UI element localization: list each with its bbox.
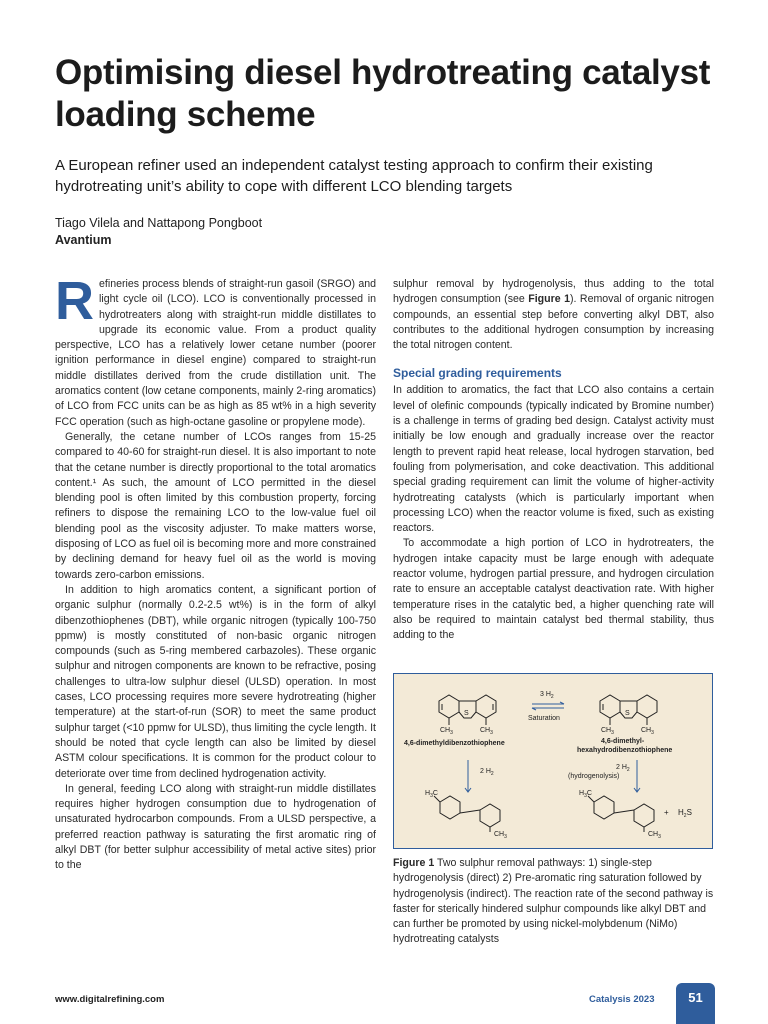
body-paragraph: To accommodate a high portion of LCO in hydrotreaters, the hydrogen intake capacity must be large enough with adequate reactor volume, hydrogen partial pressure, and hydrogen circulation rate to ensure an acceptable catalyst deactivation rate. With higher temperature rises in the catalytic bed, a higher quenching rate will also be required to maintain catalyst bed thermal stability, thus adding to the	[393, 537, 714, 642]
hydrogenolysis-label: (hydrogenolysis)	[568, 773, 620, 780]
body-paragraph: Generally, the cetane number of LCOs ranges from 15-25 compared to 40-60 for straight-run diesel. It is also important to note that the cetane number is directly proportional to the total aromatics content.¹ As such, the amount of LCO permitted in the diesel blending pool is often limited by this combustion property, forcing refiners to dispose the remaining LCO to the low-value fuel oil blending pool as the viscosity adjuster. To make matters worse, disposing of LCO as fuel oil is becoming more and more constrained by declining demand for heavy fuel oil as the world is moving towards zero-carbon emissions.	[55, 430, 376, 581]
h2s-label: $H_2S$	[678, 808, 692, 819]
body-paragraph: In addition to aromatics, the fact that LCO also contains a certain level of olefinic compounds (typically indicated by Bromine number) is a challenge in terms of grading bed design. Catalyst activity must initially be low enough and gradually increase over the reactor length to prevent rapid heat release, local hydrogen starvation, bed fouling from polymerisation, and coke deactivation. This additional special grading requirement can limit the volume of higher-activity hydrotreating catalysts (which is particularly important when processing LCO) when the reactor volume is fixed, such as existing reactors.	[393, 384, 714, 535]
svg-text:CH3: $CH_3$	[440, 727, 453, 736]
figure-reference: Figure 1	[528, 293, 570, 306]
equilibrium-arrows	[532, 702, 564, 710]
left-compound-label: 4,6-dimethyldibenzothiophene	[404, 740, 505, 747]
svg-text:3 H2: 3 $H_2$	[540, 691, 554, 700]
body-paragraph: In general, feeding LCO along with straight-run middle distillates requires higher hydrogen consumption due to hydrogenation of unsaturated hydrocarbon compounds. From a ULSD perspective, a preferred reaction pathway is saturating the first aromatic ring of alkyl DBT (for better sulphur accessibility of metal active sites) prior to the	[55, 782, 376, 872]
section-heading: Special grading requirements	[393, 366, 562, 381]
svg-text:CH3: $CH_3$	[480, 727, 493, 736]
page-number-tab: 51	[676, 983, 715, 1024]
body-paragraph: In addition to high aromatics content, a significant portion of organic sulphur (normally 0.2-2.5 wt%) is in the form of alkyl dibenzothiophenes (DBT), while organic nitrogen (typically 100-750 ppmw) is mostly constituted of non-basic organic nitrogen compounds (such as 5-ring membered carbazoles). These organic sulphur and nitrogen components are known to be refractive, posing challenges to ultra-low sulphur diesel (ULSD) operation. In most cases, LCO processing requires more severe hydrotreating (higher temperature) at the start-of-run (SOR) to meet the same product sulphur target (<10 ppmw for ULSD), thus limiting the cycle length. It should be noted that cycle length can also be limited by diesel ASTM colour specifications. It is common for the product colour to deteriorate over time from declined hydrogenation activity.	[55, 583, 376, 780]
footer-website-link[interactable]: www.digitalrefining.com	[55, 994, 165, 1005]
svg-text:CH3: $CH_3$	[648, 831, 661, 840]
svg-text:CH3: $CH_3$	[494, 831, 507, 840]
body-column-right	[393, 277, 714, 644]
right-compound-label-2: hexahydrodibenzothiophene	[577, 747, 673, 754]
footer-issue-label: Catalysis 2023	[589, 994, 655, 1005]
body-column-left	[55, 271, 376, 874]
article-subtitle: A European refiner used an independent catalyst testing approach to confirm their existing hydrotreating unit’s ability to cope with different LCO blending targets	[55, 157, 653, 195]
plus-sign: +	[664, 808, 669, 817]
body-paragraph: sulphur removal by hydrogenolysis, thus adding to the total hydrogen consumption (see Figure 1). Removal of organic nitrogen compounds, an essential step before converting alkyl DBT, also contributes to the additional hydrogen consumption by increasing the total nitrogen content.	[393, 278, 714, 352]
right-compound-label-1: 4,6-dimethyl-	[601, 738, 645, 745]
biphenyl-structure	[434, 796, 500, 832]
figure-caption: Figure 1 Two sulphur removal pathways: 1) single-step hydrogenolysis (direct) 2) Pre-aromatic ring saturation followed by hydrogenolysis (indirect). The reaction rate of the second pathway is faster for sterically hindered sulphur compounds like alkyl DBT and can further be promoted by using nickel-molybdenum (NiMo) hydrotreating catalysts	[393, 857, 714, 946]
svg-text:CH3: $CH_3$	[601, 727, 614, 736]
drop-cap: R	[55, 271, 94, 331]
article-title: Optimising diesel hydrotreating catalyst loading scheme	[55, 53, 711, 134]
svg-text:S: S	[625, 710, 630, 717]
svg-text:H3C: $H_3C$	[425, 790, 438, 799]
body-paragraph: Refineries process blends of straight-run gasoil (SRGO) and light cycle oil (LCO). LCO is conventionally processed in hydrotreaters along with straight-run middle distillates to upgrade its economic value. From a product quality perspective, LCO has a relatively lower cetane number (poorer ignition performance in diesel engine) compared to straight-run middle distillates derived from the crude distillation unit. The aromatics content (low cetane components, mainly 2-ring aromatics) of LCO from FCC units can be as high as 85 wt% in a high severity FCC operation (such as high-octane gasoline or propylene mode).	[55, 271, 376, 428]
svg-text:2 H2: 2 $H_2$	[616, 764, 630, 773]
atom-s-label: S	[464, 710, 469, 717]
author-names: Tiago Vilela and Nattapong Pongboot	[55, 216, 263, 230]
svg-text:CH3: $CH_3$	[641, 727, 654, 736]
cyclohexylbenzene-structure	[588, 796, 654, 832]
saturation-label: Saturation	[528, 715, 560, 722]
figure-caption-label: Figure 1	[393, 857, 435, 869]
svg-text:2 H2: 2 $H_2$	[480, 768, 494, 777]
author-affiliation: Avantium	[55, 233, 112, 247]
svg-text:H3C: $H_3C$	[579, 790, 592, 799]
figure-1-reaction-scheme	[393, 673, 713, 849]
